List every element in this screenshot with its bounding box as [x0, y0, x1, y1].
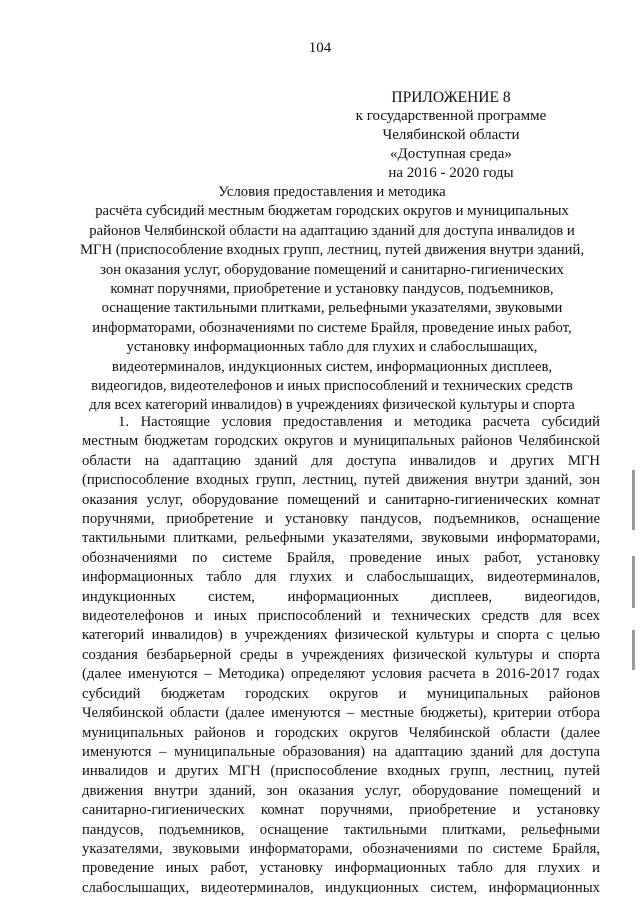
- paragraph-line: индукционных систем, информационных дисплеев, видеогидов,: [82, 588, 600, 605]
- paragraph-line: тактильными плитками, рельефными указателями, звуковыми информаторами,: [82, 530, 600, 547]
- paragraph-line: информационных табло для глухих и слабослышащих, видеотерминалов,: [82, 569, 600, 586]
- paragraph-line: (приспособление входных групп, лестниц, путей движения внутри зданий, зон: [82, 472, 600, 489]
- paragraph-line: пандусов, подъемников, оснащение тактильными плитками, рельефными: [82, 821, 600, 838]
- title-line: оснащение тактильными плитками, рельефными указателями, звуковыми: [101, 300, 563, 317]
- scan-edge-mark: [632, 556, 635, 608]
- paragraph-line: области на адаптацию зданий для доступа инвалидов и других МГН: [82, 452, 600, 469]
- title-line: комнат поручнями, приобретение и установку пандусов, подъемников,: [110, 281, 554, 298]
- title-line: видеогидов, видеотелефонов и иных приспособлений и технических средств: [91, 378, 573, 395]
- title-line: МГН (приспособление входных групп, лестниц, путей движения внутри зданий,: [79, 242, 585, 259]
- appendix-line: «Доступная среда»: [390, 146, 512, 162]
- title-line: видеотерминалов, индукционных систем, информационных дисплеев,: [111, 358, 553, 375]
- scan-edge-mark: [632, 630, 635, 670]
- paragraph-line: указателями, звуковыми информаторами, обозначениями по системе Брайля,: [82, 840, 600, 857]
- appendix-line: к государственной программе: [355, 108, 547, 124]
- paragraph-line: создания безбарьерной среды в учреждениях физической культуры и спорта: [82, 646, 600, 663]
- appendix-line: Челябинской области: [382, 127, 520, 143]
- paragraph-line: слабослышащих, видеотерминалов, индукционных систем, информационных: [82, 879, 600, 896]
- title-line: расчёта субсидий местным бюджетам городских округов и муниципальных: [95, 203, 569, 220]
- paragraph-line: оказания услуг, оборудование помещений и санитарно-гигиенических комнат: [82, 491, 600, 508]
- title-line: Условия предоставления и методика: [218, 184, 446, 200]
- title-line: для всех категорий инвалидов) в учреждениях физической культуры и спорта: [89, 397, 575, 414]
- paragraph-line: (далее именуются – Методика) определяют условия расчета в 2016-2017 годах: [82, 666, 600, 683]
- paragraph-line: местным бюджетам городских округов и муниципальных районов Челябинской: [82, 433, 600, 450]
- title-line: районов Челябинской области на адаптацию зданий для доступа инвалидов и: [89, 222, 575, 239]
- title-line: установку информационных табло для глухих и слабослышащих,: [126, 339, 538, 356]
- page-number: 104: [308, 40, 332, 56]
- paragraph-line: инвалидов и других МГН (приспособление входных групп, лестниц, путей: [82, 763, 600, 780]
- paragraph-line: 1. Настоящие условия предоставления и методика расчета субсидий: [118, 414, 600, 430]
- document-title: [62, 183, 602, 416]
- appendix-block: [340, 88, 562, 183]
- paragraph-line: муниципальных районов и городских округов Челябинской области (далее: [82, 724, 600, 741]
- paragraph-line: проведение иных работ, установку информационных табло для глухих и: [82, 860, 600, 877]
- title-line: зон оказания услуг, оборудование помещений и санитарно-гигиенических: [100, 261, 564, 278]
- paragraph-line: видеотелефонов и иных приспособлений и технических средств для всех: [82, 608, 600, 625]
- paragraph-line: поручнями, приобретение и установку пандусов, подъемников, оснащение: [82, 511, 600, 528]
- scan-edge-mark: [632, 470, 635, 530]
- paragraph-line: движения внутри зданий, зон оказания услуг, оборудование помещений и: [82, 782, 600, 799]
- paragraph-line: субсидий бюджетам городских округов и муниципальных районов: [82, 685, 600, 702]
- body-paragraph: [82, 413, 600, 898]
- paragraph-line: санитарно-гигиенических комнат поручнями, приобретение и установку: [82, 802, 600, 819]
- paragraph-line: именуются – муниципальные образования) на адаптацию зданий для доступа: [82, 743, 600, 760]
- appendix-heading: ПРИЛОЖЕНИЕ 8: [391, 89, 511, 106]
- appendix-line: на 2016 - 2020 годы: [388, 165, 514, 181]
- paragraph-line: Челябинской области (далее именуются – местные бюджеты), критерии отбора: [82, 705, 600, 722]
- paragraph-line: обозначениями по системе Брайля, проведение иных работ, установку: [82, 549, 600, 566]
- paragraph-line: категорий инвалидов) в учреждениях физической культуры и спорта с целью: [82, 627, 600, 644]
- title-line: информаторами, обозначениями по системе Брайля, проведение иных работ,: [92, 319, 572, 336]
